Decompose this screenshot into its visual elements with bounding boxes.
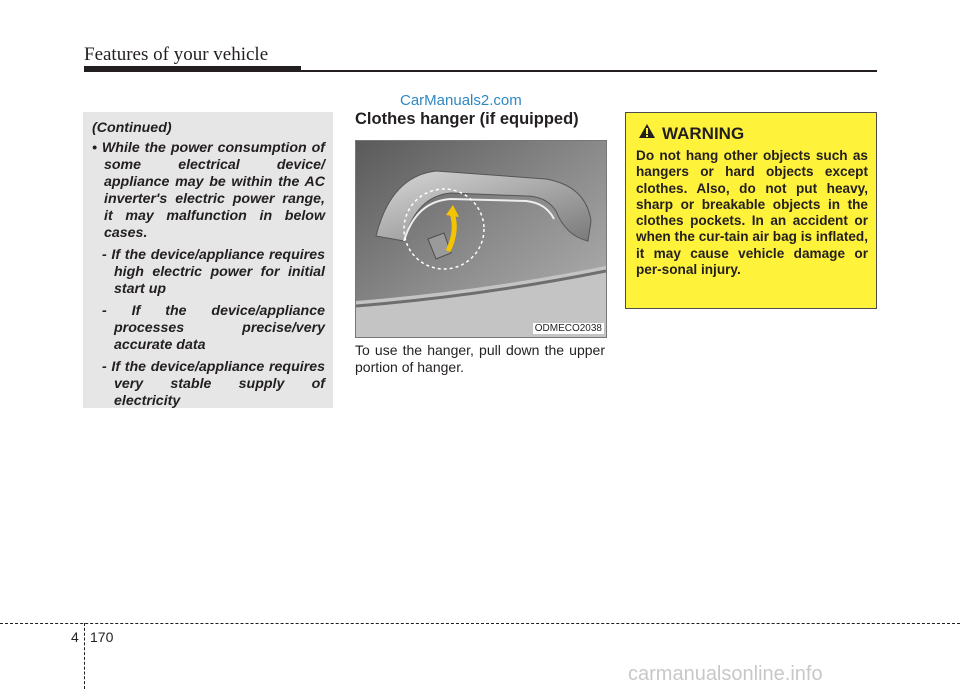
- header-bar: [84, 66, 301, 72]
- footer-divider: [84, 623, 85, 689]
- note-sub-item: - If the device/appliance processes precise/very accurate data: [102, 303, 325, 353]
- warning-header: [638, 123, 868, 144]
- section-title: Features of your vehicle: [84, 44, 269, 65]
- warning-box: [625, 112, 877, 309]
- hanger-instructions: To use the hanger, pull down the upper portion of hanger.: [355, 342, 605, 375]
- note-bullet-text: While the power consumption of some electrical device/ appliance may be within the AC inverter's electric power range, it may malfunction in below cases.: [101, 140, 325, 241]
- hanger-illustration: [356, 141, 606, 337]
- continued-label: (Continued): [92, 120, 172, 136]
- note-sub-item: - If the device/appliance requires very stable supply of electricity: [102, 359, 325, 409]
- image-code: ODMECO2038: [534, 323, 602, 334]
- warning-triangle-icon: [638, 123, 656, 144]
- footer-rule: [0, 623, 960, 624]
- header-rule: [301, 70, 877, 72]
- hanger-photo: [355, 140, 607, 338]
- warning-text: Do not hang other objects such as hangers or hard objects except clothes. Also, do not put heavy, sharp or breakable objects in the clothes pockets. In an accident or when the cur-tain air bag is inflated, it may cause vehicle damage or per-sonal injury.: [636, 148, 868, 278]
- continued-note-box: [83, 112, 333, 408]
- hanger-heading: Clothes hanger (if equipped): [355, 110, 579, 128]
- watermark-bottom: carmanualsonline.info: [628, 663, 823, 685]
- note-bullet: • While the power consumption of some electrical device/ appliance may be within the AC inverter's electric power range, it may malfunction in below cases.: [92, 140, 325, 241]
- page-number: 170: [90, 629, 114, 645]
- watermark-top: CarManuals2.com: [400, 92, 522, 109]
- warning-title: WARNING: [662, 123, 745, 143]
- note-sub-item: - If the device/appliance requires high electric power for initial start up: [102, 247, 325, 297]
- chapter-number: 4: [71, 629, 79, 645]
